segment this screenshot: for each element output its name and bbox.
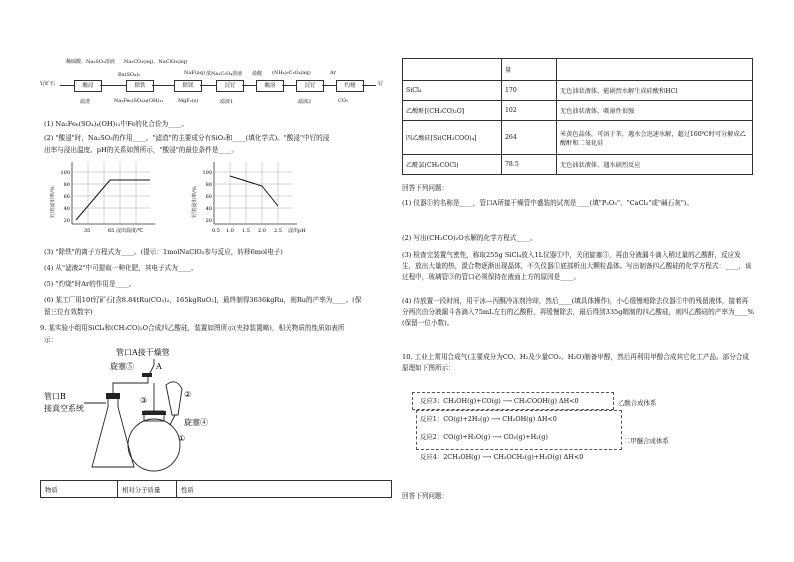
reagent-label: 盐酸	[252, 71, 263, 77]
question-6-cont: 留三位有效数字)	[44, 308, 93, 316]
svg-text:1.5: 1.5	[242, 228, 250, 234]
reagent-label: Ba(SO₄)₂	[118, 72, 141, 78]
question-9: 9. 某实验小组用SiCl₄和(CH₃CO)₂O合成四乙酸硅，装置如图所示(夹持装置略)，相关物质的性质如表所	[40, 324, 345, 332]
svg-text:80: 80	[63, 182, 70, 188]
property-table-header: 物质 相对分子质量 性质	[40, 480, 392, 498]
process-flow-diagram	[40, 58, 392, 118]
svg-text:1.0: 1.0	[226, 228, 234, 234]
svg-text:60: 60	[63, 194, 70, 200]
question-6: (6) 某工厂用10t钌矿石[含8.84tRu(CO₃)₂，165kgRuO₂]，最终制得3636kgRu，则Ru的产率为____。(保	[44, 296, 362, 304]
residue-label: 滤液1	[220, 99, 234, 105]
apparatus-diagram	[44, 345, 244, 475]
reaction-2: 反应2：CO(g)+H₂O(g) ⟶ CO₂(g)+H₂(g)	[420, 433, 548, 441]
reaction-1: 反应1：CO(g)+2H₂(g) ⟶ CH₃OH(g) ΔH<0	[420, 415, 557, 423]
reagent-label: 稀硫酸、Na₂SO₃溶液	[66, 59, 115, 65]
answer-intro: 回答下列问题：	[402, 184, 449, 192]
question-9-1: (1) 仪器①的名称是____，管口A所接干燥管中盛装的试剂是____(填"P₂O₅"、"CaCl₂"或"碱石灰")。	[402, 199, 694, 207]
tube-b-label: 管口B	[44, 392, 66, 401]
answer-intro-2: 回答下列问题：	[402, 492, 449, 500]
flow-end: 钌	[378, 81, 384, 87]
question-2-cont: 出率与浸出温度、pH的关系如图所示，"酸浸"的最佳条件是____。	[44, 146, 239, 154]
valve5-label: 旋塞⑤	[110, 362, 134, 371]
valve4-label: 旋塞④	[184, 418, 208, 427]
ether-system-label: 二甲醚合成体系	[624, 437, 669, 445]
question-5: (5) "灼烧"时Ar的作用是____。	[44, 280, 136, 288]
reagent-label: Na₂CO₃(aq)、NaClO₃(aq)	[124, 59, 188, 65]
question-9-cont: 示：	[44, 336, 58, 344]
step-box: 除镁	[174, 80, 202, 92]
question-4: (4) 从"滤液2"中可提取一种化肥，其电子式为____。	[44, 264, 198, 272]
reaction-3: 反应3：CH₃OH(g)+CO(g) ⟶ CH₃COOH(g) ΔH<0	[420, 397, 579, 405]
question-9-2: (2) 写出(CH₃CO)₂O水解的化学方程式____。	[402, 234, 537, 242]
svg-text:20: 20	[63, 218, 70, 224]
svg-text:A: A	[156, 362, 162, 371]
step-box: 酸溶	[256, 80, 284, 92]
svg-text:浸出pH: 浸出pH	[288, 228, 306, 234]
residue-label: 滤渣	[80, 99, 91, 105]
chart2-ylabel: 钌的浸出率/%	[192, 186, 198, 218]
svg-text:2.5: 2.5	[274, 228, 282, 234]
svg-text:60: 60	[205, 194, 212, 200]
chart1-ylabel: 钌的浸出率/%	[50, 186, 56, 218]
question-9-4: (4) 待放置一段时间，用干冰—丙酮冷冻剂冷却，然后____(填具体操作)，小心缓慢地除去仪器①中的残留液体，接着再分两次由分液漏斗各滴入75mL左右的乙酸酐，再缓慢除去，最后得到335g精制的四乙酸硅，则四乙酸硅的产率为____%(保留一位小数)。	[402, 297, 754, 328]
svg-text:0.5: 0.5	[212, 228, 220, 234]
svg-text:100: 100	[202, 170, 212, 176]
residue-label: Na₂Fe₆(SO₄)₄(OH)₁₂	[114, 98, 164, 104]
svg-text:35: 35	[84, 228, 91, 234]
svg-text:80: 80	[205, 182, 212, 188]
vacuum-label: 接真空系统	[44, 404, 84, 413]
svg-text:①: ①	[178, 434, 186, 443]
step-box: 灼烧	[336, 80, 364, 92]
leaching-charts	[50, 158, 350, 238]
reagent-label: NaF(aq)	[184, 70, 205, 76]
tube-a-label: 管口A接干燥管	[116, 348, 170, 357]
question-10: 10. 工业上常用合成气(主要成分为CO、H₂及少量CO₂、H₂O)制备甲醇，然后再利用甲醇合成其它化工产品。部分合成原理如下图所示：	[402, 353, 749, 373]
svg-text:65: 65	[108, 228, 115, 234]
question-2: (2) "酸浸"时，Na₂SO₃的作用____。"滤渣"的主要成分有SiO₂和____(填化学式)。"酸浸"中钌的浸	[44, 134, 330, 142]
question-1: (1) Na₂Fe₆(SO₄)₄(OH)₁₂中Fe的化合价为____。	[44, 120, 188, 128]
svg-text:100: 100	[60, 170, 70, 176]
question-3: (3) "除铁"的离子方程式为____。(提示：1molNaClO₃参与反应，转移6mol电子)	[44, 248, 283, 256]
svg-text:③: ③	[140, 396, 148, 405]
residue-label: MgF₂(s)	[178, 98, 199, 104]
step-box: 沉钌	[296, 80, 324, 92]
svg-text:浸出温度/℃: 浸出温度/℃	[116, 228, 144, 234]
property-table: 量 SiCl₄ 170 无色油状液体，能剧烈水解生成硅酸和HCl 乙酸酐[(CH₃CO)₂O] 102 无色油状液体，吸湿性很强 四乙酸硅[Si(CH₃COO)₄] 264 米黄色晶体，可溶于苯，遇水会迅速水解，超过160℃时可分解成乙酸酐和二氧化硅 乙酰氯(CH₃COCl) 78.5 无色油状液体，遇水剧烈反应	[402, 58, 753, 175]
chart-ph	[191, 162, 306, 234]
question-9-3: (3) 检查完装置气密性，称取255g SiCl₄放入1L仪器①中，关闭旋塞⑤，再由分液漏斗滴入稍过量的乙酸酐，反应发生，放出大量的热，混合物逐渐出现晶体，不久仪器①底部析出大颗粒晶体。写出制备四乙酸硅的化学方程式：____，该过程中，玻璃管③的管口必须保持在液面上方的原因是____。	[402, 251, 752, 282]
svg-text:②: ②	[184, 390, 192, 399]
residue-label: CO₂	[338, 98, 348, 104]
reagent-label: Ar	[330, 70, 337, 76]
chart-temperature	[50, 162, 155, 234]
svg-text:40: 40	[205, 206, 212, 212]
residue-label: 滤液2	[298, 99, 312, 105]
step-box: 除铁	[126, 80, 154, 92]
reagent-label: (NH₄)₂C₂O₄(aq)	[272, 70, 311, 76]
step-box: 沉钌	[216, 80, 244, 92]
svg-text:2.0: 2.0	[258, 228, 266, 234]
svg-text:20: 20	[205, 218, 212, 224]
svg-text:40: 40	[63, 206, 70, 212]
reagent-label: 浓Na₂C₂O₄溶液	[206, 71, 243, 77]
reaction-4: 反应4：2CH₃OH(g) ⟶ CH₃OCH₃(g)+H₂O(g) ΔH<0	[420, 453, 584, 461]
acetic-system-label: 乙酸合成体系	[618, 399, 657, 407]
flow-start: 钌矿石	[40, 81, 56, 87]
step-box: 酸浸	[74, 80, 102, 92]
